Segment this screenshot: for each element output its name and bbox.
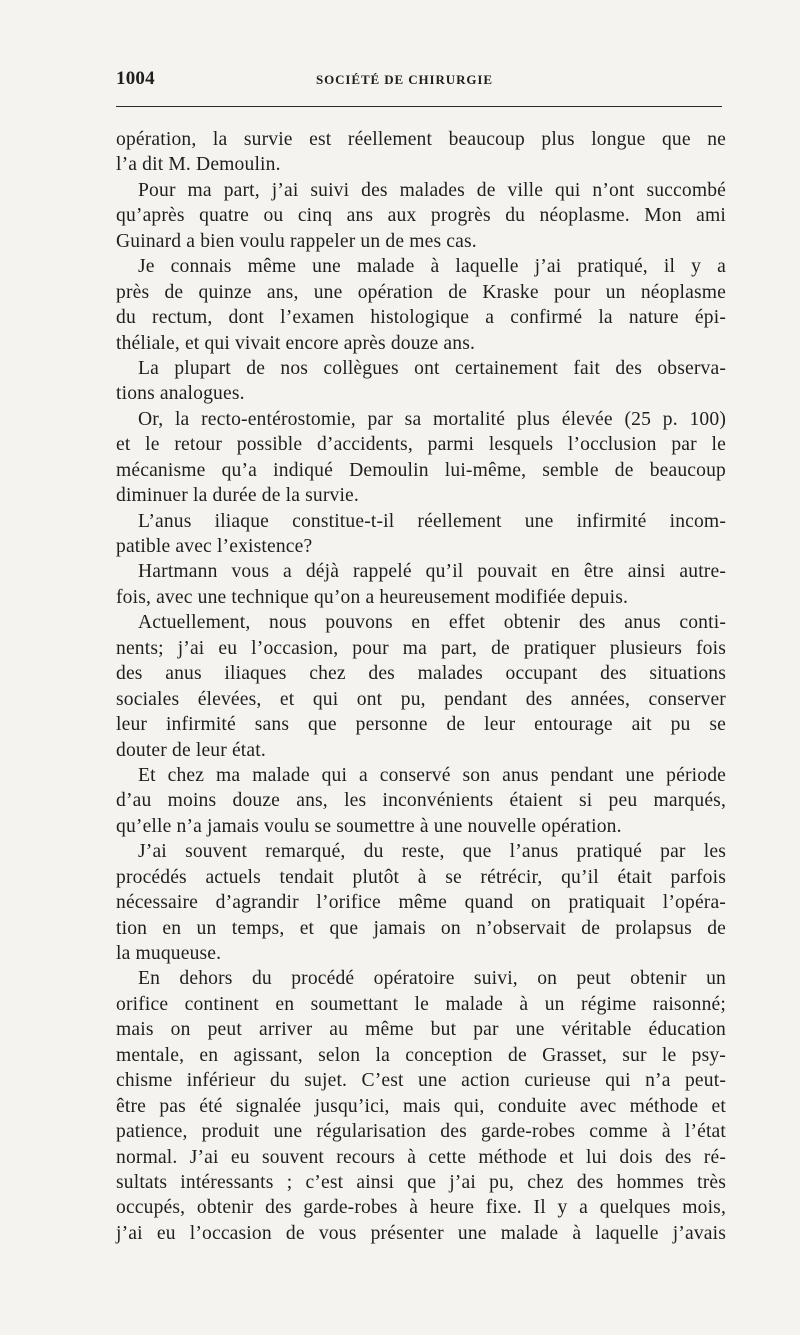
text-line: près de quinze ans, une opération de Kraske pour un néoplasme [116,281,726,303]
text-line: nents; j’ai eu l’occasion, pour ma part, de pratiquer plusieurs fois [116,637,726,659]
header-rule [116,106,722,107]
text-line: mais on peut arriver au même but par une véritable éducation [116,1019,726,1041]
text-line: Or, la recto-entérostomie, par sa mortalité plus élevée (25 p. 100) [138,408,726,430]
text-line: j’ai eu l’occasion de vous présenter une malade à laquelle j’avais [116,1222,726,1244]
text-line: patience, produit une régularisation des garde-robes comme à l’état [116,1121,726,1143]
text-line: mentale, en agissant, selon la conception de Grasset, sur le psy- [116,1044,726,1066]
text-line: L’anus iliaque constitue-t-il réellement une infirmité incom- [138,510,726,532]
text-line: l’a dit M. Demoulin. [116,154,281,176]
text-line: sociales élevées, et qui ont pu, pendant des années, conserver [116,688,726,710]
text-line: J’ai souvent remarqué, du reste, que l’anus pratiqué par les [138,841,726,863]
text-line: tions analogues. [116,383,245,405]
text-line: occupés, obtenir des garde-robes à heure fixe. Il y a quelques mois, [116,1197,726,1219]
text-line: chisme inférieur du sujet. C’est une action curieuse qui n’a peut- [116,1070,726,1092]
text-line: nécessaire d’agrandir l’orifice même quand on pratiquait l’opéra- [116,892,726,914]
text-line: diminuer la durée de la survie. [116,485,359,507]
text-line: être pas été signalée jusqu’ici, mais qui, conduite avec méthode et [116,1095,726,1117]
text-line: douter de leur état. [116,739,266,761]
text-line: fois, avec une technique qu’on a heureusement modifiée depuis. [116,586,629,608]
text-line: Actuellement, nous pouvons en effet obtenir des anus conti- [138,612,726,634]
text-line: tion en un temps, et que jamais on n’observait de prolapsus de [116,917,726,939]
text-line: Pour ma part, j’ai suivi des malades de ville qui n’ont succombé [138,179,726,201]
running-header [116,68,722,96]
text-line: Et chez ma malade qui a conservé son anus pendant une période [138,764,726,786]
text-line: des anus iliaques chez des malades occupant des situations [116,663,726,685]
body-text [116,127,726,1246]
text-line: opération, la survie est réellement beaucoup plus longue que ne [116,129,726,150]
text-line: sultats intéressants ; c’est ainsi que j’ai pu, chez des hommes très [116,1171,726,1193]
text-line: procédés actuels tendait plutôt à se rétrécir, qu’il était parfois [116,866,726,888]
text-line: Je connais même une malade à laquelle j’ai pratiqué, il y a [138,256,726,278]
text-line: leur infirmité sans que personne de leur entourage ait pu se [116,714,726,736]
text-line: Guinard a bien voulu rappeler un de mes cas. [116,230,477,252]
text-line: et le retour possible d’accidents, parmi lesquels l’occlusion par le [116,434,726,456]
text-line: mécanisme qu’a indiqué Demoulin lui-même, semble de beaucoup [116,459,726,481]
text-line: La plupart de nos collègues ont certainement fait des observa- [138,357,726,379]
text-line: qu’elle n’a jamais voulu se soumettre à une nouvelle opération. [116,815,622,837]
text-line: normal. J’ai eu souvent recours à cette méthode et lui dois des ré- [116,1146,726,1168]
text-line: En dehors du procédé opératoire suivi, on peut obtenir un [138,968,726,990]
text-line: du rectum, dont l’examen histologique a confirmé la nature épi- [116,307,726,329]
text-line: orifice continent en soumettant le malade à un régime raisonné; [116,993,726,1015]
running-title: SOCIÉTÉ DE CHIRURGIE [316,72,493,87]
text-line: Hartmann vous a déjà rappelé qu’il pouvait en être ainsi autre- [138,561,726,583]
text-line: qu’après quatre ou cinq ans aux progrès du néoplasme. Mon ami [116,205,726,227]
text-line: la muqueuse. [116,943,222,964]
text-line: théliale, et qui vivait encore après douze ans. [116,332,476,354]
text-line: d’au moins douze ans, les inconvénients étaient si peu marqués, [116,790,726,812]
text-line: patible avec l’existence? [116,536,313,557]
page-number: 1004 [116,68,155,89]
